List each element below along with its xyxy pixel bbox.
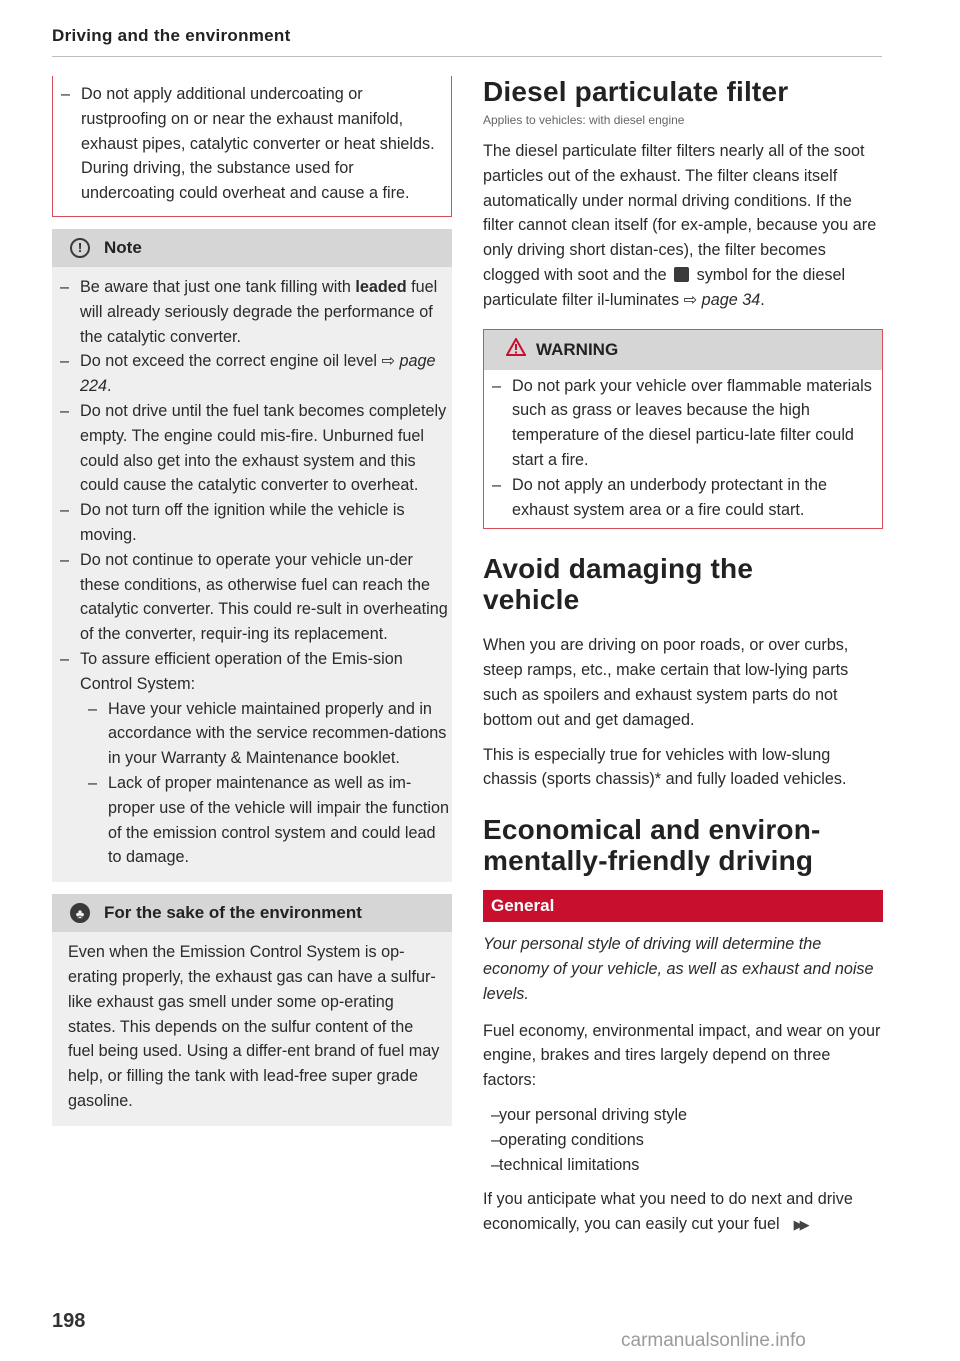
page-reference-link[interactable]: ⇨ page 224	[80, 352, 436, 396]
list-item: – technical limitations	[483, 1153, 883, 1178]
list-item: – Do not exceed the correct engine oil level ⇨ page 224.	[52, 349, 452, 399]
warning-heading	[483, 329, 883, 370]
right-column	[483, 76, 883, 1238]
note-sub-list	[80, 697, 452, 871]
dpf-heading: Diesel particulate filter	[483, 76, 789, 107]
list-item: – Do not continue to operate your vehicle un-der these conditions, as otherwise fuel can reach the catalytic converter. This could re-sult in overheating of the converter, requir-ing its replacement.	[52, 548, 452, 647]
left-column	[52, 76, 452, 1126]
diesel-particulate-filter-icon	[674, 267, 689, 282]
list-item: – Do not turn off the ignition while the vehicle is moving.	[52, 498, 452, 548]
warning-list	[484, 374, 882, 523]
environment-title: For the sake of the environment	[104, 903, 362, 923]
continue-arrow-icon: ▶▶	[793, 1217, 806, 1233]
list-item: – operating conditions	[483, 1128, 883, 1153]
list-item: – Be aware that just one tank filling with leaded fuel will already seriously degrade the performance of the catalytic converter.	[52, 275, 452, 349]
factor-list	[483, 1103, 883, 1177]
list-item: – your personal driving style	[483, 1103, 883, 1128]
warning-triangle-icon	[506, 338, 526, 361]
leaf-icon: ♣	[70, 903, 90, 923]
economical-paragraph-1: Fuel economy, environmental impact, and wear on your engine, brakes and tires largely depend on three factors:	[483, 1021, 881, 1090]
info-circle-icon: !	[70, 238, 90, 258]
avoid-paragraph-1: When you are driving on poor roads, or over curbs, steep ramps, etc., make certain that low-lying parts such as spoilers and exhaust system parts do not bottom out and get damaged.	[483, 636, 849, 729]
economical-intro: Your personal style of driving will determine the economy of your vehicle, as well as exhaust and noise levels.	[483, 935, 874, 1003]
list-item: – Do not apply an underbody protectant in the exhaust system area or a fire could start.	[484, 473, 882, 523]
avoid-paragraph-2: This is especially true for vehicles with low-slung chassis (sports chassis)* and fully loaded vehicles.	[483, 745, 847, 789]
note-body	[52, 267, 452, 882]
sub-list-item: – Have your vehicle maintained properly and in accordance with the service recommen-dations in your Warranty & Maintenance booklet.	[80, 697, 452, 771]
note-title: Note	[104, 237, 142, 257]
warning-body	[483, 370, 883, 530]
continued-warning-box	[52, 76, 452, 217]
page-reference-link[interactable]: ⇨ page 34	[683, 290, 761, 309]
continued-warning-text: – Do not apply additional undercoating or rustproofing on or near the exhaust manifold, exhaust pipes, catalytic converter or heat shields. During driving, the substance used for undercoating could overheat and cause a fire.	[61, 85, 435, 203]
environment-body	[52, 932, 452, 1126]
economical-paragraph-2: If you anticipate what you need to do next and drive economically, you can easily cut your fuel ▶▶	[483, 1190, 853, 1234]
page-number: 198	[52, 1310, 86, 1332]
continued-warning-paragraph: Do not apply additional undercoating or rustproofing on or near the exhaust manifold, exhaust pipes, catalytic converter or heat shields. During driving, the substance used for undercoating could overheat and cause a fire.	[81, 85, 435, 203]
dpf-paragraph: The diesel particulate filter filters nearly all of the soot particles out of the exhaust. The filter cleans itself automatically under normal driving conditions. If the filter cannot clean itself (for ex-ample, because you are only driving short distan-ces), the filter becomes clogged with soot and the symbol for the diesel particulate filter il-luminates ⇨ page 34.	[483, 142, 877, 309]
list-item: – Do not park your vehicle over flammable materials such as grass or leaves because the high temperature of the diesel particu-late filter could start a fire.	[484, 374, 882, 473]
note-heading	[52, 229, 452, 267]
watermark: carmanualsonline.info	[621, 1330, 806, 1351]
list-item: – Do not drive until the fuel tank becomes completely empty. The engine could mis-fire. Unburned fuel could also get into the exhaust system and this could cause the catalytic converter to overheat.	[52, 399, 452, 498]
sub-list-item: – Lack of proper maintenance as well as im-proper use of the vehicle will impair the function of the emission control system and could lead to damage.	[80, 771, 452, 870]
list-item: – To assure efficient operation of the Emis-sion Control System: – Have your vehicle maintained properly and in accordance with the service recommen-dations in your Warranty & Maintenance booklet. – Lack of proper maintenance as well as im-proper use of the vehicle will impair the function of the emission control system and could lead to damage.	[52, 647, 452, 870]
warning-title: WARNING	[536, 339, 619, 359]
economical-heading: Economical and environ- mentally-friendly driving	[483, 814, 821, 877]
avoid-heading: Avoid damaging the vehicle	[483, 553, 754, 616]
environment-heading	[52, 894, 452, 932]
environment-text: Even when the Emission Control System is op-erating properly, the exhaust gas can have a sulfur-like exhaust gas smell under some op-erating states. This depends on the sulfur content of the fuel being used. Using a differ-ent brand of fuel may help, or filling the tank with lead-free super grade gasoline.	[68, 943, 440, 1110]
note-list	[52, 275, 452, 870]
section-bar-general: General	[483, 890, 883, 922]
running-header: Driving and the environment	[52, 26, 882, 57]
dpf-applies: Applies to vehicles: with diesel engine	[483, 113, 685, 127]
